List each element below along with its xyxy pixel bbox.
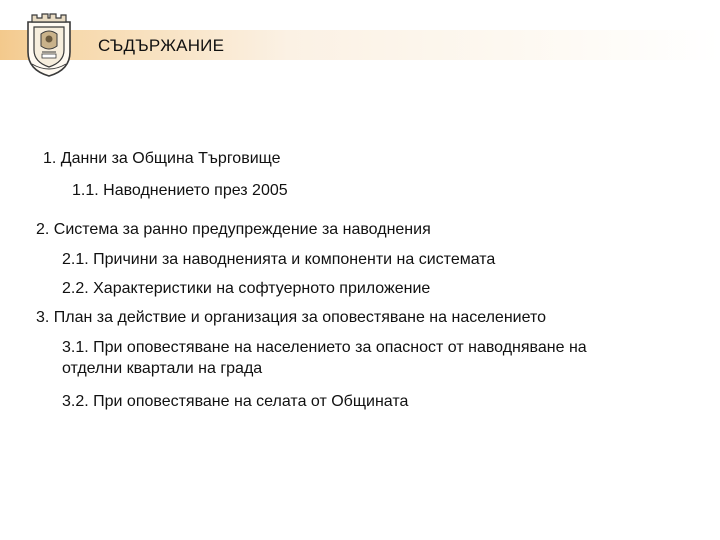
page-title: СЪДЪРЖАНИЕ [98,36,225,55]
toc-item-3: 3. План за действие и организация за оповестяване на населението [36,309,546,326]
toc-item-1: 1. Данни за Община Търговище [43,150,281,167]
municipality-crest-icon [24,12,74,78]
toc-item-1-1: 1.1. Наводнението през 2005 [72,182,288,199]
toc-item-2: 2. Система за ранно предупреждение за наводнения [36,221,431,238]
toc-item-2-2: 2.2. Характеристики на софтуерното приложение [62,280,431,297]
toc-item-3-2: 3.2. При оповестяване на селата от Общината [62,393,409,410]
toc-item-2-1: 2.1. Причини за наводненията и компоненти на системата [62,251,496,268]
toc-item-3-1-continued: отделни квартали на града [62,360,263,377]
toc-item-3-1: 3.1. При оповестяване на населението за опасност от наводняване на [62,339,587,356]
